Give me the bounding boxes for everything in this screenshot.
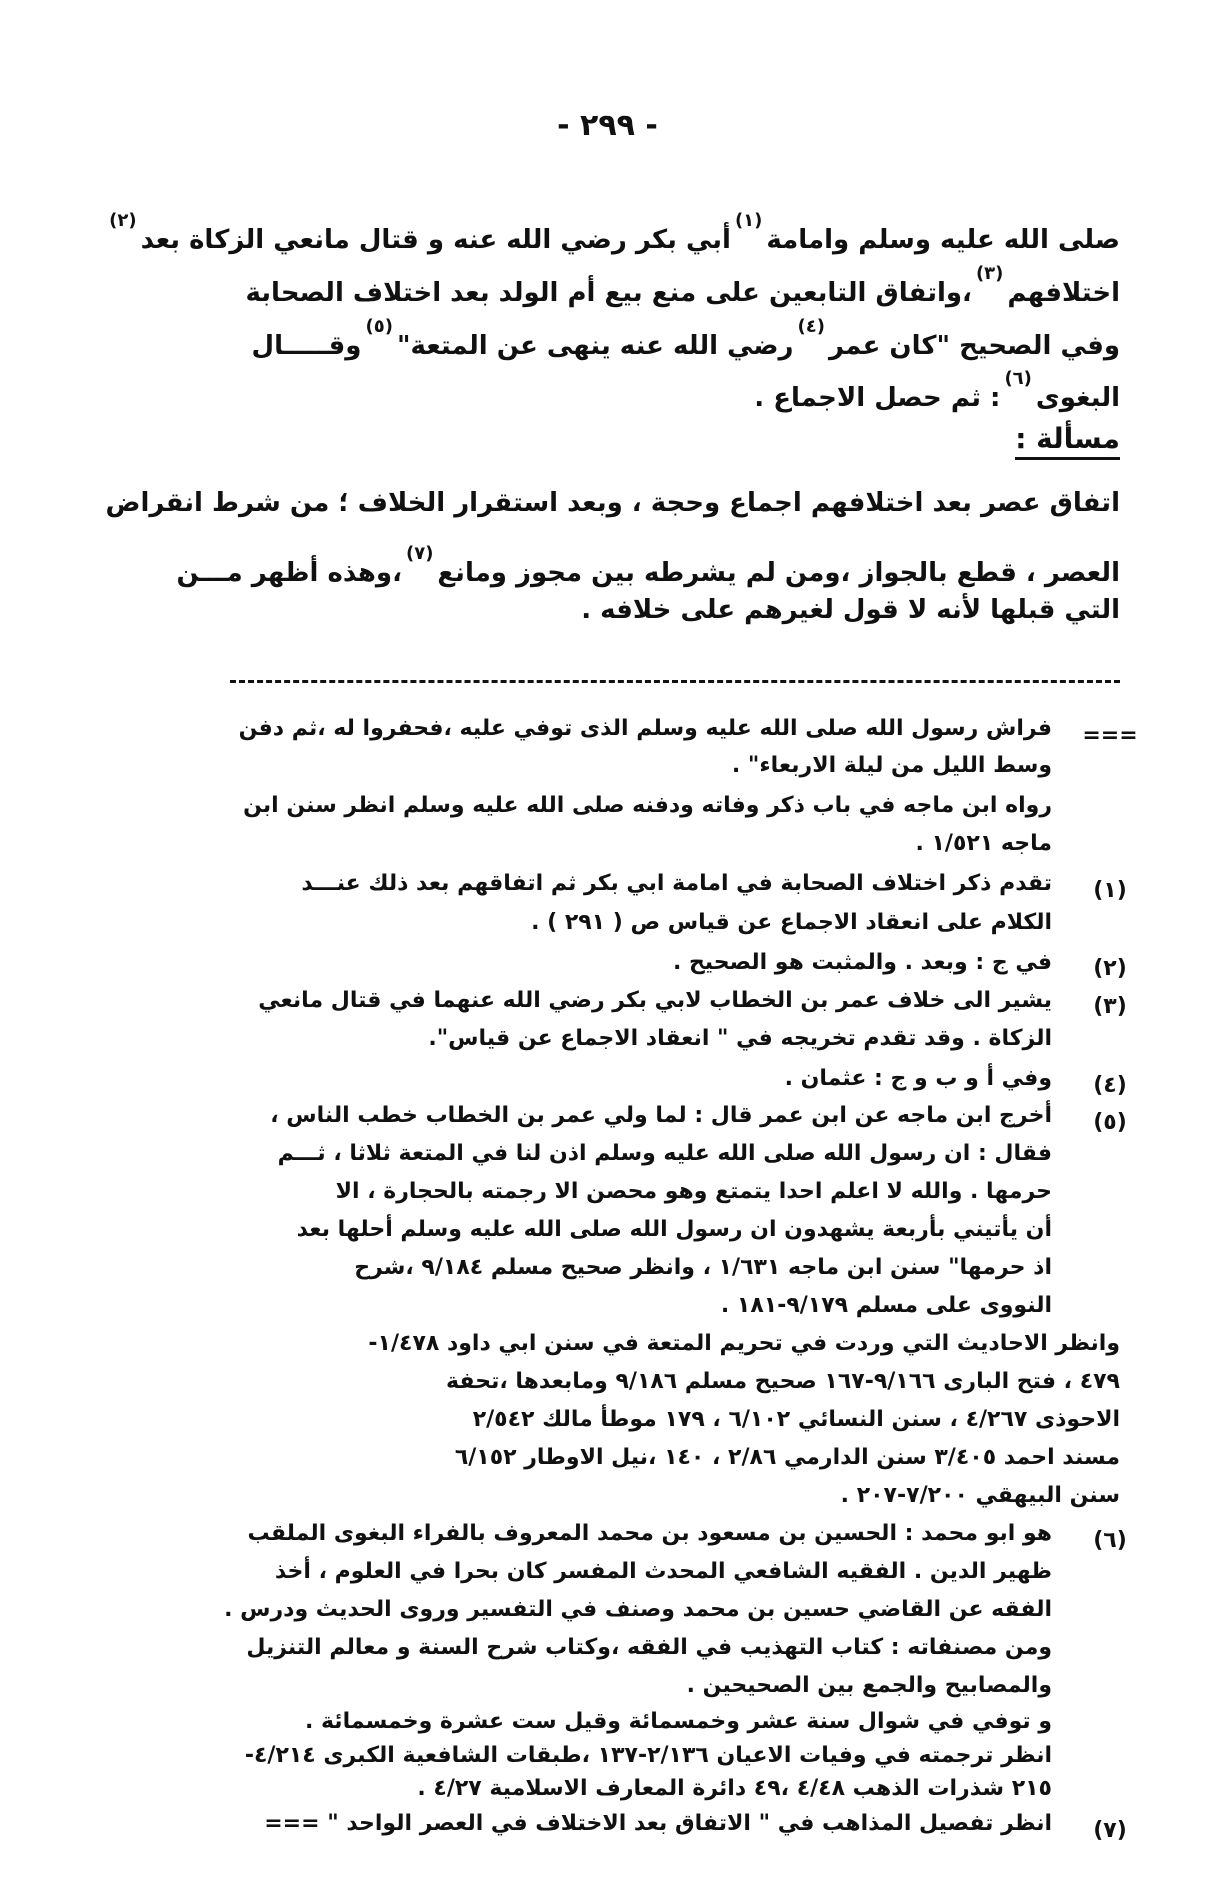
footnote-ref-6: (٦) (1004, 368, 1032, 389)
footnote-ref-1: (١) (734, 210, 763, 231)
footnotes (105, 0, 1140, 1890)
footnote-line: في ج : وبعد . والمثبت هو الصحيح . (672, 950, 1052, 975)
footnote-line: تقدم ذكر اختلاف الصحابة في امامة ابي بكر ثم اتفاقهم بعد ذلك عنـــد (301, 871, 1052, 896)
continuation-mark: === (1082, 723, 1138, 748)
footnote-line: و توفي في شوال سنة عشر وخمسمائة وقيل ست عشرة وخمسمائة . (304, 1709, 1052, 1734)
footnote-line: الاحوذى ٤/٢٦٧ ، سنن النسائي ٦/١٠٢ ، ١٧٩ موطأ مالك ٢/٥٤٢ (472, 1407, 1120, 1432)
text-line: البغوى$^{(٦)}$: ثم حصل الاجماع . (754, 368, 1120, 413)
footnote-line: ومن مصنفاته : كتاب التهذيب في الفقه ،وكتاب شرح السنة و معالم التنزيل (246, 1635, 1052, 1660)
footnote-line: أن يأتيني بأربعة يشهدون ان رسول الله صلى الله عليه وسلم أحلها بعد (296, 1217, 1052, 1242)
footnote-line: ظهير الدين . الفقيه الشافعي المحدث المفسر كان بحرا في العلوم ، أخذ (274, 1559, 1052, 1584)
text-line: صلى الله عليه وسلم وامامة$^{(١)}$أبي بكر رضي الله عنه و قتال مانعي الزكاة بعد$^{(٢)}$ (109, 210, 1120, 255)
page-number: - ٢٩٩ - (557, 108, 658, 143)
text-line: اختلافهم$^{(٣)}$،واتفاق التابعين على منع بيع أم الولد بعد اختلاف الصحابة (245, 263, 1120, 308)
footnote-line: حرمها . والله لا اعلم احدا يتمتع وهو محصن الا رجمته بالحجارة ، الا (335, 1179, 1052, 1204)
footnote-ref-2: (٢) (109, 210, 137, 231)
footnote-line: انظر تفصيل المذاهب في " الاتفاق بعد الاختلاف في العصر الواحد " === (264, 1811, 1052, 1836)
footnote-line: سنن البيهقي ٧/٢٠٠-٢٠٧ . (840, 1483, 1120, 1508)
footnote-line: والمصابيح والجمع بين الصحيحين . (686, 1673, 1052, 1698)
text-line: العصر ، قطع بالجواز ،ومن لم يشرطه بين مجوز ومانع$^{(٧)}$،وهذه أظهر مـــن (176, 543, 1120, 588)
text-line: التي قبلها لأنه لا قول لغيرهم على خلافه . (581, 595, 1120, 625)
footnote-line: انظر ترجمته في وفيات الاعيان ٢/١٣٦-١٣٧ ،طبقات الشافعية الكبرى ٤/٢١٤- (244, 1743, 1052, 1768)
footnote-line: يشير الى خلاف عمر بن الخطاب لابي بكر رضي الله عنهما في قتال مانعي (258, 988, 1052, 1013)
footnote-line: الزكاة . وقد تقدم تخريجه في " انعقاد الاجماع عن قياس". (428, 1026, 1052, 1051)
footnote-ref-3: (٣) (975, 263, 1004, 284)
footnote-number: (٦) (1093, 1528, 1127, 1553)
footnote-line: مسند احمد ٣/٤٠٥ سنن الدارمي ٢/٨٦ ، ١٤٠ ،نيل الاوطار ٦/١٥٢ (454, 1445, 1120, 1470)
footnote-line: وفي أ و ب و ج : عثمان . (784, 1066, 1052, 1091)
footnote-number: (٥) (1093, 1110, 1127, 1135)
footnote-line: الكلام على انعقاد الاجماع عن قياس ص ( ٢٩١ ) . (531, 910, 1052, 935)
footnote-ref-4: (٤) (797, 316, 825, 337)
footnote-line: ٢١٥ شذرات الذهب ٤/٤٨ ،٤٩ دائرة المعارف الاسلامية ٤/٢٧ . (417, 1776, 1052, 1801)
footnote-line: النووى على مسلم ٩/١٧٩-١٨١ . (720, 1293, 1052, 1318)
footnote-ref-5: (٥) (365, 316, 393, 337)
text-line: وفي الصحيح "كان عمر$^{(٤)}$رضي الله عنه ينهى عن المتعة"$^{(٥)}$وقـــــال (251, 316, 1120, 361)
footnote-line: فقال : ان رسول الله صلى الله عليه وسلم اذن لنا في المتعة ثلاثا ، ثـــم (277, 1141, 1052, 1166)
footnote-line: فراش رسول الله صلى الله عليه وسلم الذى توفي عليه ،فحفروا له ،ثم دفن (238, 716, 1052, 741)
footnote-number: (٧) (1093, 1818, 1127, 1843)
footnote-line: رواه ابن ماجه في باب ذكر وفاته ودفنه صلى الله عليه وسلم انظر سنن ابن (243, 793, 1052, 818)
footnote-line: اذ حرمها" سنن ابن ماجه ١/٦٣١ ، وانظر صحيح مسلم ٩/١٨٤ ،شرح (354, 1255, 1052, 1280)
footnote-number: (٤) (1093, 1073, 1127, 1098)
footnote-line: أخرج ابن ماجه عن ابن عمر قال : لما ولي عمر بن الخطاب خطب الناس ، (270, 1103, 1052, 1128)
footnote-number: (٢) (1093, 956, 1127, 981)
footnote-number: (١) (1093, 878, 1127, 903)
footnote-number: (٣) (1093, 994, 1127, 1019)
footnote-line: ٤٧٩ ، فتح البارى ٩/١٦٦-١٦٧ صحيح مسلم ٩/١٨٦ ومابعدها ،تحفة (446, 1369, 1120, 1394)
text-line: اتفاق عصر بعد اختلافهم اجماع وحجة ، وبعد استقرار الخلاف ؛ من شرط انقراض (105, 488, 1120, 518)
footnote-line: الفقه عن القاضي حسين بن محمد وصنف في التفسير وروى الحديث ودرس . (224, 1597, 1052, 1622)
section-heading: مسألة : (1015, 425, 1120, 460)
footnote-line: وانظر الاحاديث التي وردت في تحريم المتعة في سنن ابي داود ١/٤٧٨- (368, 1331, 1120, 1356)
footnote-line: وسط الليل من ليلة الاربعاء" . (731, 753, 1052, 778)
footnote-line: هو ابو محمد : الحسين بن مسعود بن محمد المعروف بالفراء البغوى الملقب (247, 1521, 1052, 1546)
footnote-line: ماجه ١/٥٢١ . (915, 831, 1052, 856)
footnote-ref-7: (٧) (405, 543, 434, 564)
